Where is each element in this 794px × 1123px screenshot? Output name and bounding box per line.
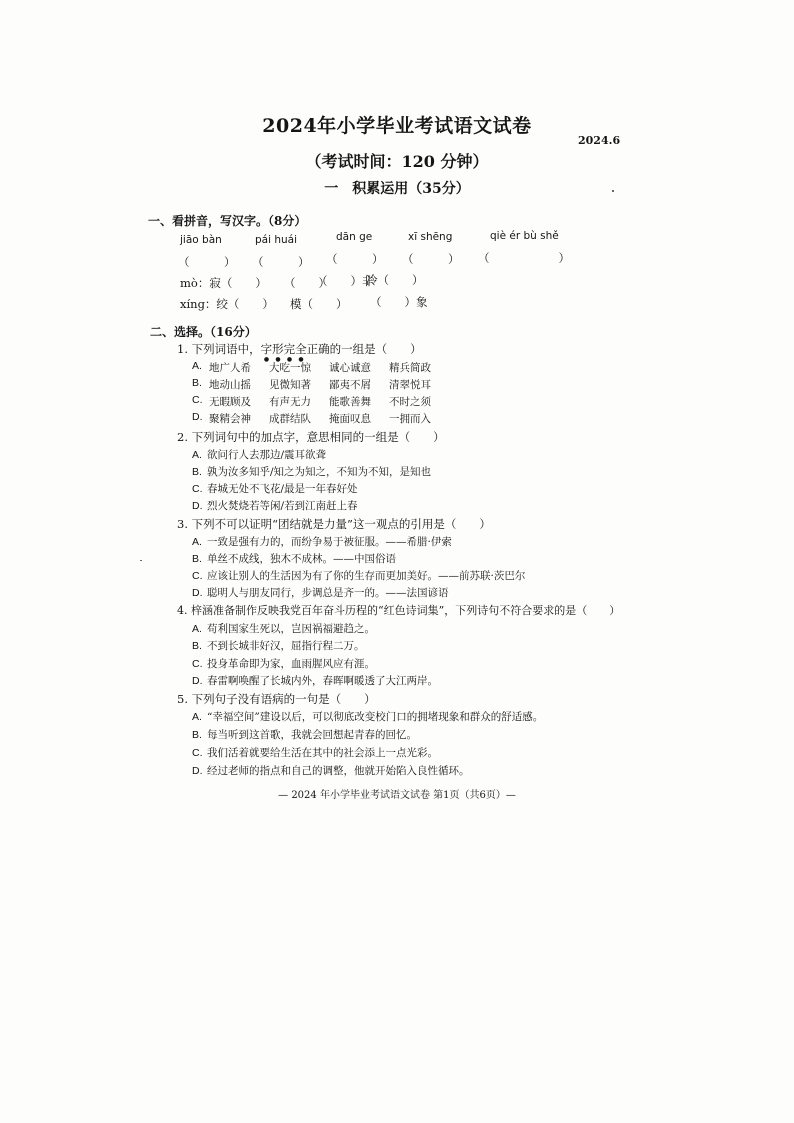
scan-speck	[140, 560, 142, 561]
blank-1: （ ）	[178, 255, 236, 269]
q2-5-option-b: B. 每当听到这首歌，我就会回想起青春的回忆。	[192, 729, 417, 741]
q2-2-question: 2. 下列词句中的加点字，意思相同的一组是（ ）	[177, 430, 445, 444]
q2-1-option-b: B. 地动山摇 见微知著 鄙夷不屑 清翠悦耳	[192, 377, 431, 391]
q2-5-question: 5. 下列句子没有语病的一句是（ ）	[177, 692, 376, 706]
pinyin-4: xī shēng	[408, 231, 453, 243]
q2-1-question: 1. 下列词语中，字形完全正确的一组是（ ）	[177, 342, 422, 356]
section-heading: 一 积累运用（35分）	[324, 181, 470, 197]
exam-time-note: （考试时间：120 分钟）	[305, 152, 489, 171]
exam-date: 2024.6	[578, 134, 621, 147]
q2-4-option-a: A. 苟利国家生死以，岂因祸福避趋之。	[192, 623, 375, 635]
q1-heading: 一、看拼音，写汉字。（8分）	[148, 214, 307, 228]
blank-5: （ ）	[478, 251, 570, 265]
q2-5-option-a: A. “幸福空间”建设以后，可以彻底改变校门口的拥堵现象和群众的舒适感。	[192, 711, 544, 723]
mo-row-start: mò：寂（ ）	[180, 276, 267, 290]
blank-2: （ ）	[252, 255, 310, 269]
q2-3-option-a: A. 一致是强有力的，而纷争易于被征服。——希腊·伊索	[192, 536, 452, 548]
q2-2-option-b: B. 孰为汝多知乎/知之为知之，不知为不知，是知也	[192, 466, 432, 478]
q2-4-question: 4. 梓涵准备制作反映我党百年奋斗历程的“红色诗词集”，下列诗句不符合要求的是（ ）	[177, 604, 621, 617]
pinyin-1: jiāo bàn	[180, 234, 222, 246]
q2-3-option-d: D. 聪明人与朋友同行，步调总是齐一的。——法国谚语	[192, 587, 449, 599]
q2-3-option-c: C. 应该让别人的生活因为有了你的生存而更加美好。——前苏联·茨巴尔	[192, 570, 526, 582]
q2-2-option-c: C. 春城无处不飞花/最是一年春好处	[192, 483, 358, 495]
mo-row-mid: （ ）非	[316, 274, 374, 288]
blank-4: （ ）	[402, 252, 460, 266]
blank-3: （ ）	[326, 252, 384, 266]
q2-4-option-b: B. 不到长城非好汉，屈指行程二万。	[192, 640, 365, 652]
scan-speck	[612, 190, 614, 192]
exam-title: 2024年小学毕业考试语文试卷	[262, 115, 532, 137]
q2-1-option-d: D. 聚精会神 成群结队 掩面叹息 一拥而入	[192, 411, 431, 425]
q2-3-option-b: B. 单丝不成线，独木不成林。——中国俗语	[192, 553, 396, 565]
pinyin-5: qiè ér bù shě	[490, 230, 559, 242]
q2-5-option-d: D. 经过老师的指点和自己的调整，他就开始陷入良性循环。	[192, 765, 470, 777]
pinyin-3: dān ge	[336, 231, 373, 243]
pinyin-2: pái huái	[255, 234, 298, 246]
q2-4-option-c: C. 投身革命即为家，血雨腥风应有涯。	[192, 658, 375, 670]
q2-2-option-a: A. 欲问行人去那边/震耳欲聋	[192, 449, 327, 461]
q2-3-question: 3. 下列不可以证明“团结就是力量”这一观点的引用是（ ）	[177, 517, 491, 531]
q2-2-option-d: D. 烈火焚烧若等闲/若到江南赶上春	[192, 500, 358, 512]
xing-row-start: xíng：绞（ ）	[180, 297, 274, 311]
q2-1-option-a: A. 地广人希 大吃一惊 诚心诚意 精兵简政	[192, 360, 431, 374]
xing-row-last: （ ）象	[370, 295, 428, 309]
page-footer: — 2024 年小学毕业考试语文试卷 第1页（共6页）—	[278, 790, 516, 801]
xing-row-mid: 模（ ）	[290, 297, 348, 311]
mo-row-extra: （ ）	[284, 276, 330, 290]
q2-5-option-c: C. 我们活着就要给生活在其中的社会添上一点光彩。	[192, 747, 438, 759]
q2-4-option-d: D. 春雷啊唤醒了长城内外，春晖啊暖透了大江两岸。	[192, 675, 438, 687]
q2-1-option-c: C. 无暇顾及 有声无力 能歌善舞 不时之须	[192, 394, 431, 408]
mo-row-last: 冷（ ）	[366, 273, 424, 287]
q2-heading: 二、选择。（16分）	[150, 325, 257, 339]
